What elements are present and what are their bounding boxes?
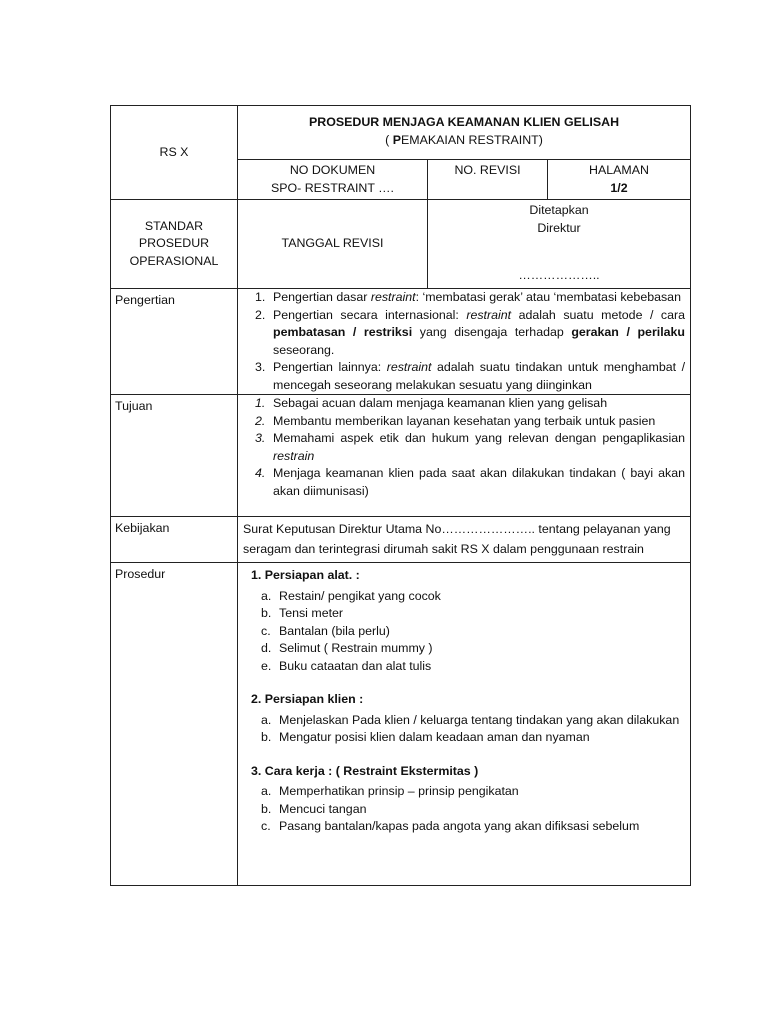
list-item: 3. Memahami aspek etik dan hukum yang relevan dengan pengaplikasian restrain bbox=[255, 431, 686, 463]
section-title: 3. Cara kerja : ( Restraint Ekstermitas ) bbox=[251, 763, 479, 778]
prosedur-label: Prosedur bbox=[111, 563, 238, 886]
list-item: 1. Sebagai acuan dalam menjaga keamanan klien yang gelisah bbox=[255, 396, 608, 410]
list-item: a. Restain/ pengikat yang cocok bbox=[261, 588, 441, 603]
sop-table bbox=[110, 105, 691, 886]
tujuan-content bbox=[238, 395, 691, 517]
list-item: 4. Menjaga keamanan klien pada saat akan dilakukan tindakan ( bayi akan akan diimunisasi) bbox=[255, 466, 686, 498]
org-name: RS X bbox=[111, 106, 238, 200]
list-item: 2. Pengertian secara internasional: restraint adalah suatu metode / cara pembatasan / restriksi yang disengaja terhadap gerakan / perilaku seseorang. bbox=[255, 307, 686, 357]
pengertian-label: Pengertian bbox=[111, 289, 238, 395]
no-revisi-cell: NO. REVISI bbox=[428, 160, 548, 200]
list-item: e. Buku cataatan dan alat tulis bbox=[261, 658, 432, 673]
signature-line: ……………….. bbox=[518, 268, 600, 282]
list-item: d. Selimut ( Restrain mummy ) bbox=[261, 641, 433, 655]
kebijakan-content: Surat Keputusan Direktur Utama No………………….. tentang pelayanan yang seragam dan terintegrasi dirumah sakit RS X dalam penggunaan restrain bbox=[238, 517, 691, 563]
sop-document bbox=[110, 105, 690, 886]
ditetapkan-cell: Ditetapkan Direktur ……………….. bbox=[428, 200, 691, 289]
halaman-cell: HALAMAN 1/2 bbox=[548, 160, 691, 200]
section-title: 2. Persiapan klien : bbox=[251, 692, 364, 706]
list-item: b. Mencuci tangan bbox=[261, 801, 367, 816]
list-item: a. Menjelaskan Pada klien / keluarga tentang tindakan yang akan dilakukan bbox=[261, 712, 680, 727]
list-item: c. Pasang bantalan/kapas pada angota yang akan difiksasi sebelum bbox=[261, 819, 640, 833]
spo-label: STANDAR PROSEDUR OPERASIONAL bbox=[111, 200, 238, 289]
tanggal-revisi: TANGGAL REVISI bbox=[238, 200, 428, 289]
prosedur-content bbox=[238, 563, 691, 886]
list-item: 1. Pengertian dasar restraint: ‘membatasi gerak’ atau ‘membatasi kebebasan bbox=[255, 290, 681, 304]
document-title: PROSEDUR MENJAGA KEAMANAN KLIEN GELISAH ( PEMAKAIAN RESTRAINT) bbox=[238, 106, 691, 160]
list-item: c. Bantalan (bila perlu) bbox=[261, 623, 390, 638]
pengertian-content bbox=[238, 289, 691, 395]
tujuan-label: Tujuan bbox=[111, 395, 238, 517]
list-item: b. Mengatur posisi klien dalam keadaan aman dan nyaman bbox=[261, 730, 590, 744]
list-item: b. Tensi meter bbox=[261, 606, 344, 620]
no-dokumen-cell: NO DOKUMEN SPO- RESTRAINT …. bbox=[238, 160, 428, 200]
list-item: 2. Membantu memberikan layanan kesehatan yang terbaik untuk pasien bbox=[255, 413, 656, 428]
section-title: 1. Persiapan alat. : bbox=[251, 568, 360, 582]
list-item: 3. Pengertian lainnya: restraint adalah suatu tindakan untuk menghambat / mencegah seseorang melakukan sesuatu yang diinginkan bbox=[255, 360, 686, 392]
list-item: a. Memperhatikan prinsip – prinsip pengikatan bbox=[261, 784, 519, 798]
kebijakan-label: Kebijakan bbox=[111, 517, 238, 563]
